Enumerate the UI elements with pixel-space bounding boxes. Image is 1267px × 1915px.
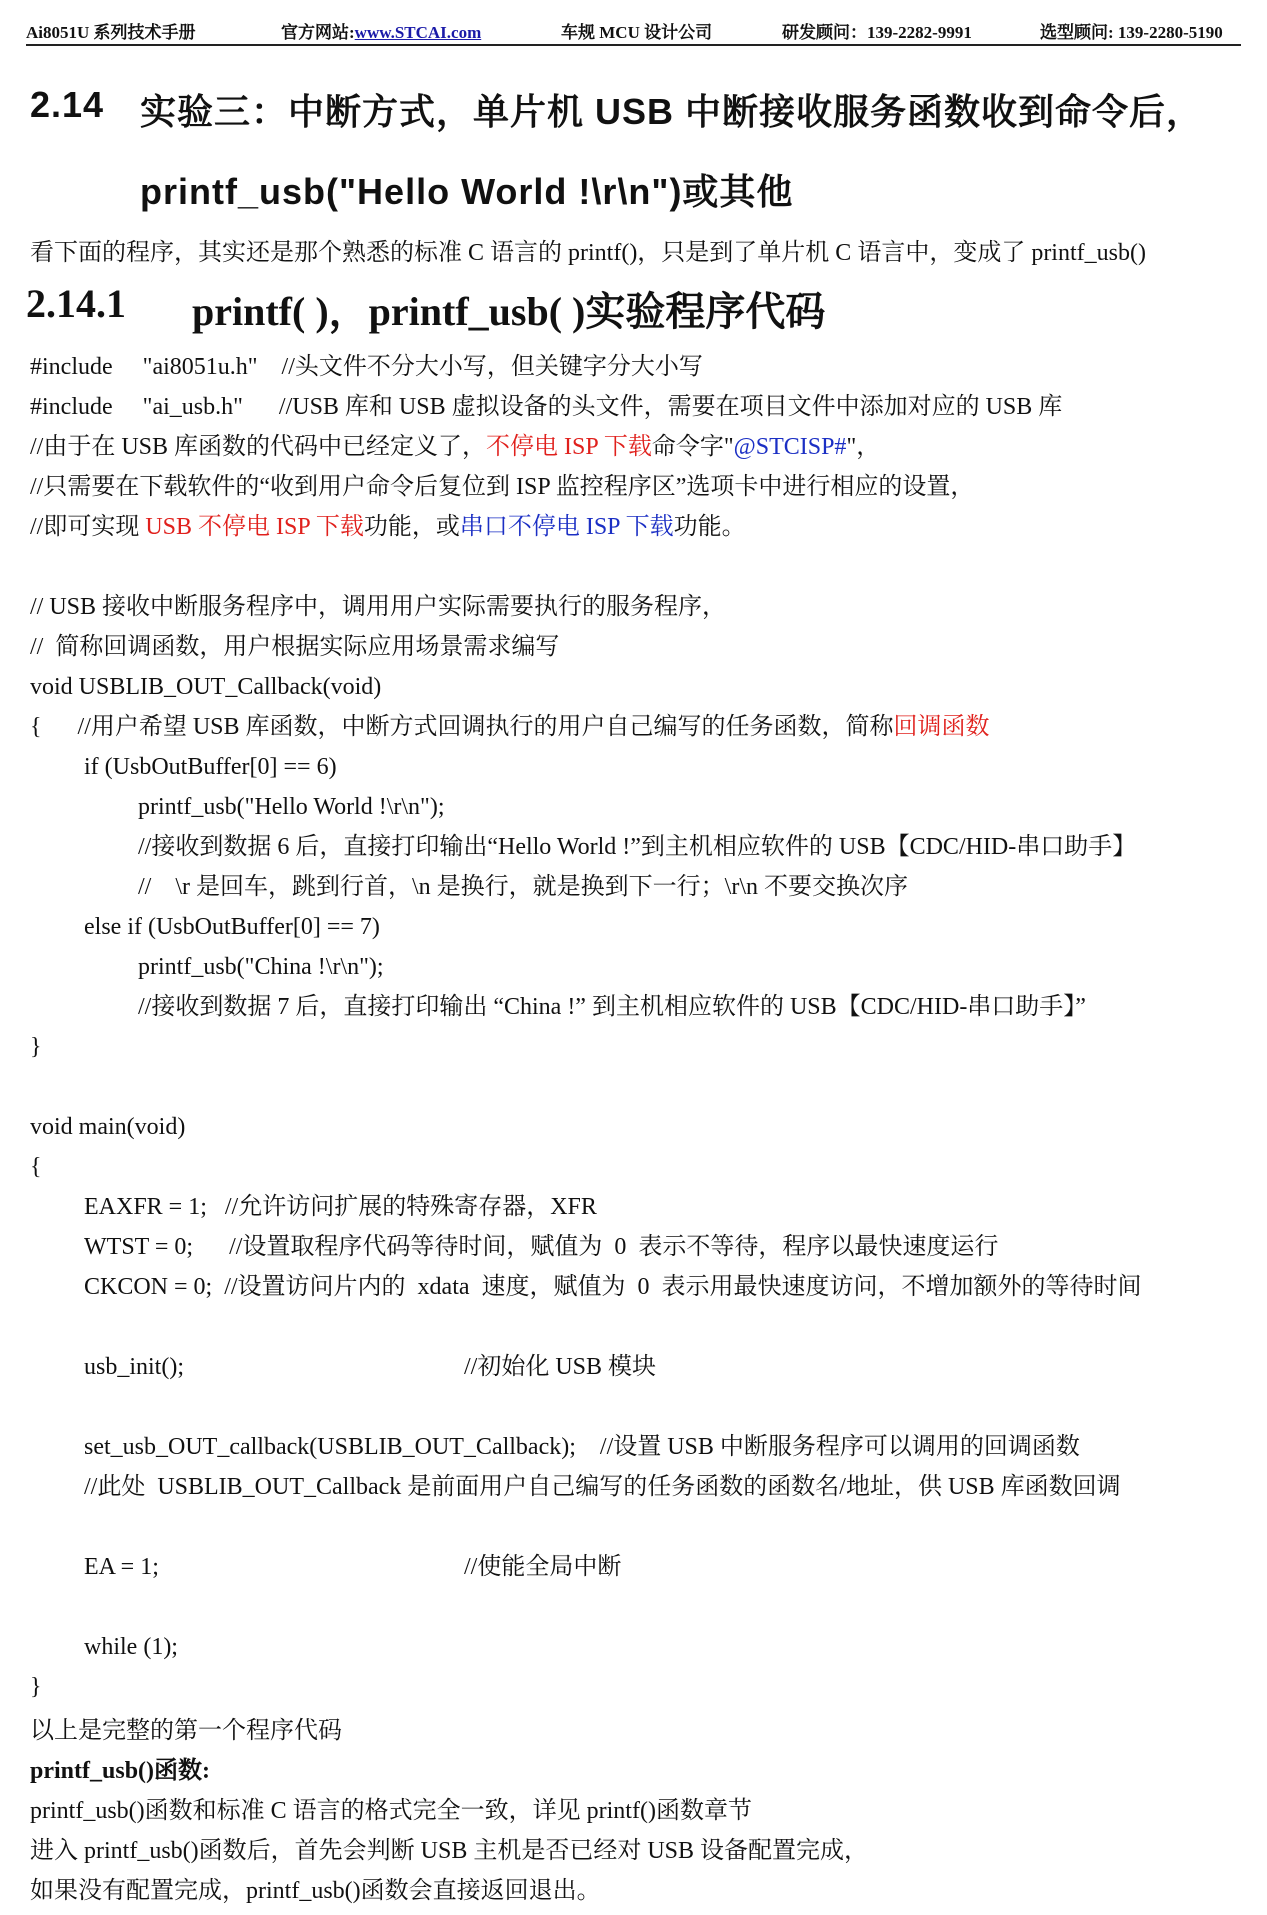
code-line: //此处 USBLIB_OUT_Callback 是前面用户自己编写的任务函数的函数名/地址，供 USB 库函数回调 [84,1474,1121,1500]
paragraph: 进入 printf_usb()函数后，首先会判断 USB 主机是否已经对 USB 设备配置完成， [30,1838,869,1864]
code-line: void main(void) [30,1114,186,1140]
code-line: printf_usb("China !\r\n"); [138,954,384,980]
code-line [30,712,990,742]
highlight-red: USB 不停电 ISP 下载 [145,514,364,540]
code-text: //由于在 USB 库函数的代码中已经定义了， [30,434,487,460]
code-line: //接收到数据 7 后，直接打印输出 “China !” 到主机相应软件的 USB【CDC/HID-串口助手】” [138,994,1086,1020]
code-line: EAXFR = 1; //允许访问扩展的特殊寄存器，XFR [84,1194,597,1220]
code-text: { //用户希望 USB 库函数，中断方式回调执行的用户自己编写的任务函数，简称 [30,714,894,740]
highlight-red: 不停电 ISP 下载 [486,434,652,460]
code-line: while (1); [84,1634,178,1660]
code-line: WTST = 0; //设置取程序代码等待时间，赋值为 0 表示不等待，程序以最快速度运行 [84,1234,999,1260]
manual-title: Ai8051U 系列技术手册 [26,23,196,42]
code-line: if (UsbOutBuffer[0] == 6) [84,754,337,780]
code-line: } [30,1674,42,1700]
code-line: printf_usb("Hello World !\r\n"); [138,794,445,820]
code-line: CKCON = 0; //设置访问片内的 xdata 速度，赋值为 0 表示用最快速度访问，不增加额外的等待时间 [84,1274,1142,1300]
company-slogan: 车规 MCU 设计公司 [561,23,713,42]
website-link[interactable]: www.STCAI.com [354,23,482,42]
website-label: 官方网站: [281,23,355,42]
code-line: else if (UsbOutBuffer[0] == 7) [84,914,380,940]
code-comment: //初始化 USB 模块 [464,1354,657,1380]
code-line: #include "ai8051u.h" //头文件不分大小写，但关键字分大小写 [30,354,703,380]
paragraph: printf_usb()函数和标准 C 语言的格式完全一致，详见 printf()函数章节 [30,1798,752,1824]
code-line: //只需要在下载软件的“收到用户命令后复位到 ISP 监控程序区”选项卡中进行相应的设置， [30,474,975,500]
highlight-blue: 串口不停电 ISP 下载 [459,514,674,540]
code-summary: 以上是完整的第一个程序代码 [30,1718,342,1744]
paragraph: 如果没有配置完成，printf_usb()函数会直接返回退出。 [30,1878,601,1904]
subsection-title: printf( )，printf_usb( )实验程序代码 [192,289,826,334]
code-line: // USB 接收中断服务程序中，调用用户实际需要执行的服务程序， [30,594,727,620]
code-line: // \r 是回车，跳到行首，\n 是换行，就是换到下一行；\r\n 不要交换次序 [138,874,908,900]
selection-advisor: 选型顾问: 139-2280-5190 [1040,23,1223,42]
section-title-line2: printf_usb("Hello World !\r\n")或其他 [140,171,794,212]
code-line: //接收到数据 6 后，直接打印输出“Hello World !”到主机相应软件的 USB【CDC/HID-串口助手】 [138,834,1137,860]
code-comment: //使能全局中断 [464,1554,622,1580]
code-text: usb_init(); [84,1354,184,1380]
code-line [30,432,880,462]
website [281,18,481,43]
rd-advisor: 研发顾问：139-2282-9991 [782,23,972,42]
code-line: { [30,1154,42,1180]
code-text: EA = 1; [84,1554,159,1580]
code-line: } [30,1034,42,1060]
page-header [26,14,1241,46]
code-text: 命令字" [651,434,734,460]
section-heading [30,84,104,126]
code-line [84,1352,657,1382]
code-text: 功能。 [673,514,746,540]
code-text: 功能，或 [363,514,460,540]
highlight-red: 回调函数 [893,714,990,740]
section-intro: 看下面的程序，其实还是那个熟悉的标准 C 语言的 printf()，只是到了单片机 C 语言中，变成了 printf_usb() [30,240,1146,266]
code-text: "， [846,434,881,460]
function-heading: printf_usb()函数: [30,1758,211,1784]
code-line: #include "ai_usb.h" //USB 库和 USB 虚拟设备的头文件，需要在项目文件中添加对应的 USB 库 [30,394,1063,420]
section-number: 2.14 [30,84,105,125]
code-line [84,1552,622,1582]
highlight-blue: @STCISP# [733,434,847,460]
code-line: set_usb_OUT_callback(USBLIB_OUT_Callback); //设置 USB 中断服务程序可以调用的回调函数 [84,1434,1080,1460]
code-text: //即可实现 [30,514,146,540]
code-line: void USBLIB_OUT_Callback(void) [30,674,382,700]
code-line: // 简称回调函数，用户根据实际应用场景需求编写 [30,634,560,660]
section-title-line1: 实验三：中断方式，单片机 USB 中断接收服务函数收到命令后， [140,91,1204,132]
code-line [30,512,746,542]
subsection-number: 2.14.1 [26,281,126,326]
